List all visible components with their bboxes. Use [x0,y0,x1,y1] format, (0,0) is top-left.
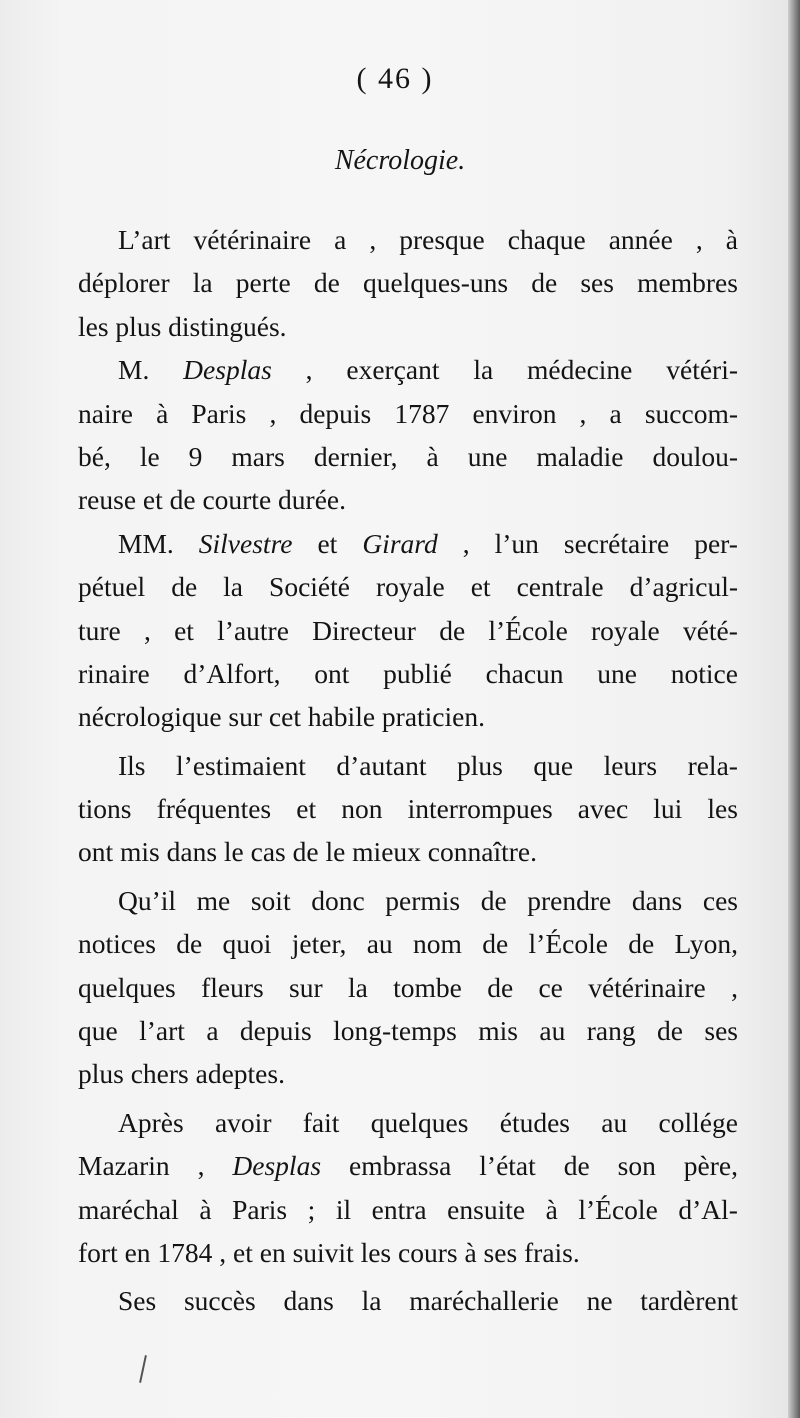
italic-word: Desplas [232,1150,322,1182]
word: à [545,1193,558,1225]
word: Qu’il [118,884,177,916]
word: exerçant [346,354,440,386]
word: au [366,928,393,960]
word: royale [375,571,445,603]
text-line [78,830,738,873]
word: vété- [682,614,738,646]
word: permis [385,884,461,916]
word: médecine [527,354,633,386]
word: l’autre [217,614,289,646]
word: collége [658,1106,738,1138]
word: quelques [78,971,176,1003]
page-number: ( 46 ) [356,62,434,95]
word: que [78,1015,118,1047]
word: M. [118,354,150,386]
word: de [487,971,514,1003]
italic-word: Desplas [183,354,272,386]
word: le [139,440,160,472]
word: l’état [479,1150,536,1182]
word: Directeur [312,614,416,646]
italic-word: Silvestre [198,527,293,559]
text-line [78,1188,738,1231]
word: a [334,224,347,255]
word: me [196,884,231,916]
word: , [197,1150,205,1182]
word: de [313,267,340,299]
word: lui [653,793,683,825]
word: dans [631,884,683,916]
word: ses [580,267,614,299]
word: rela- [687,749,738,781]
word: vétéri- [666,354,738,386]
word: dans [283,1285,334,1317]
page-edge-shadow [788,0,800,1418]
text-line [78,609,738,652]
word: a [206,1015,219,1047]
word: d’Alfort, [183,657,281,689]
word: la [473,354,494,386]
word: notices [78,928,156,960]
word: leurs [603,749,658,781]
word: quoi [222,928,272,960]
word: Lyon, [674,928,738,960]
word: et [296,793,317,825]
text-run: plus chers adeptes. [78,1058,285,1090]
word: nom [413,928,462,960]
text-line [78,1101,738,1144]
text-run: les plus distingués. [78,310,287,342]
word: la [223,571,244,603]
word: soit [250,884,291,916]
word: et [470,571,491,603]
word: de [176,928,203,960]
text-line [78,1052,738,1095]
text-line [78,305,738,348]
word: chacun [485,657,564,689]
text-line [78,879,738,922]
body-text [78,218,738,1323]
section-title: Nécrologie. [334,145,466,176]
text-line [78,565,738,608]
word: maréchallerie [409,1285,559,1317]
word: depuis [239,1015,312,1047]
text-line [78,348,738,391]
word: la [192,267,213,299]
word: tombe [393,971,462,1003]
text-line [78,1144,738,1187]
word: de [439,614,466,646]
word: l’École [578,1193,658,1225]
word: , [143,614,151,646]
text-line [78,695,738,738]
word: l’École [528,928,608,960]
word: chaque [507,224,586,255]
word: , [269,397,277,429]
word: L’art [118,224,171,255]
word: son [617,1150,656,1182]
word: perte [235,267,291,299]
word: depuis [299,397,372,429]
word: quelques [370,1106,469,1138]
word: 1787 [394,397,450,429]
word: et [317,527,338,559]
word: mars [231,440,285,472]
word: ce [538,971,563,1003]
word: au [539,1015,566,1047]
word: rinaire [78,657,150,689]
text-run: fort en 1784 , et en suivit les cours à ses frais. [78,1236,580,1268]
text-line [78,1279,738,1322]
word: 9 [188,440,203,472]
word: , [369,224,377,255]
word: d’Al- [678,1193,738,1225]
word: secrétaire [563,527,670,559]
word: fait [302,1106,340,1138]
word: ture [78,614,121,646]
word: rang [586,1015,636,1047]
word: ont [314,657,350,689]
text-line [78,522,738,565]
word: maréchal [78,1193,179,1225]
word: ses [704,1015,738,1047]
word: à [156,397,169,429]
word: sur [289,971,323,1003]
word: non [341,793,383,825]
word: une [467,440,508,472]
word: bé, [78,440,111,472]
word: d’agricul- [629,571,738,603]
word: centrale [516,571,604,603]
word: plus [456,749,503,781]
word: fleurs [201,971,264,1003]
italic-word: Girard [362,527,438,559]
word: succès [183,1285,256,1317]
word: quelques-uns [362,267,509,299]
word: embrassa [348,1150,452,1182]
word: de [482,928,509,960]
word: dernier, [313,440,398,472]
word: l’art [139,1015,185,1047]
word: , [731,971,738,1003]
text-line [78,478,738,521]
word: Paris [191,397,247,429]
text-line [78,922,738,965]
word: études [499,1106,571,1138]
text-line [78,392,738,435]
word: au [601,1106,628,1138]
word: Ils [118,749,146,781]
word: de [480,884,507,916]
word: doulou- [652,440,738,472]
text-line [78,261,738,304]
word: , [305,354,313,386]
word: environ [472,397,557,429]
word: de [531,267,558,299]
word: per- [694,527,738,559]
text-run: ont mis dans le cas de le mieux connaître. [78,836,537,868]
word: année [608,224,673,255]
word: royale [591,614,660,646]
word: la [361,1285,382,1317]
word: donc [311,884,365,916]
word: vétérinaire [588,971,706,1003]
word: la [347,971,368,1003]
word: tardèrent [640,1285,738,1317]
word: mis [478,1015,518,1047]
text-line [78,652,738,695]
word: , [695,224,703,255]
word: , [462,527,470,559]
word: une [597,657,637,689]
word: ne [586,1285,613,1317]
word: membres [637,267,738,299]
word: Ses [118,1285,157,1317]
word: Après [118,1106,184,1138]
word: Mazarin [78,1150,170,1182]
word: MM. [118,527,174,559]
word: avec [577,793,629,825]
word: fréquentes [156,793,272,825]
word: l’École [488,614,568,646]
word: d’autant [336,749,427,781]
word: pétuel [78,571,146,603]
word: à [725,224,738,255]
word: il [335,1193,352,1225]
text-line [78,435,738,478]
word: notice [670,657,738,689]
word: ces [702,884,738,916]
word: entra [371,1193,427,1225]
text-line [78,1231,738,1274]
word: presque [399,224,485,255]
word: succom- [644,397,738,429]
word: jeter, [291,928,347,960]
word: à [199,1193,212,1225]
word: tions [78,793,132,825]
ink-mark [139,1355,147,1383]
text-line [78,1009,738,1052]
word: l’estimaient [176,749,306,781]
word: naire [78,397,133,429]
text-line [78,787,738,830]
word: ; [307,1193,316,1225]
word: a [609,397,622,429]
word: Paris [232,1193,288,1225]
word: interrompues [407,793,553,825]
word: avoir [214,1106,272,1138]
text-line [78,218,738,261]
word: déplorer [78,267,170,299]
text-run: reuse et de courte durée. [78,484,346,516]
word: prendre [527,884,612,916]
word: ensuite [447,1193,526,1225]
word: père, [683,1150,738,1182]
word: que [533,749,574,781]
word: publié [383,657,452,689]
text-run: nécrologique sur cet habile praticien. [78,701,485,733]
word: à [426,440,439,472]
word: les [707,793,738,825]
text-line [78,744,738,787]
word: de [171,571,198,603]
word: de [657,1015,683,1047]
word: de [628,928,655,960]
word: , [579,397,587,429]
word: vétérinaire [193,224,312,255]
text-line [78,966,738,1009]
word: Société [269,571,350,603]
word: de [563,1150,590,1182]
word: et [174,614,194,646]
word: long-temps [333,1015,457,1047]
word: maladie [536,440,624,472]
word: l’un [494,527,539,559]
